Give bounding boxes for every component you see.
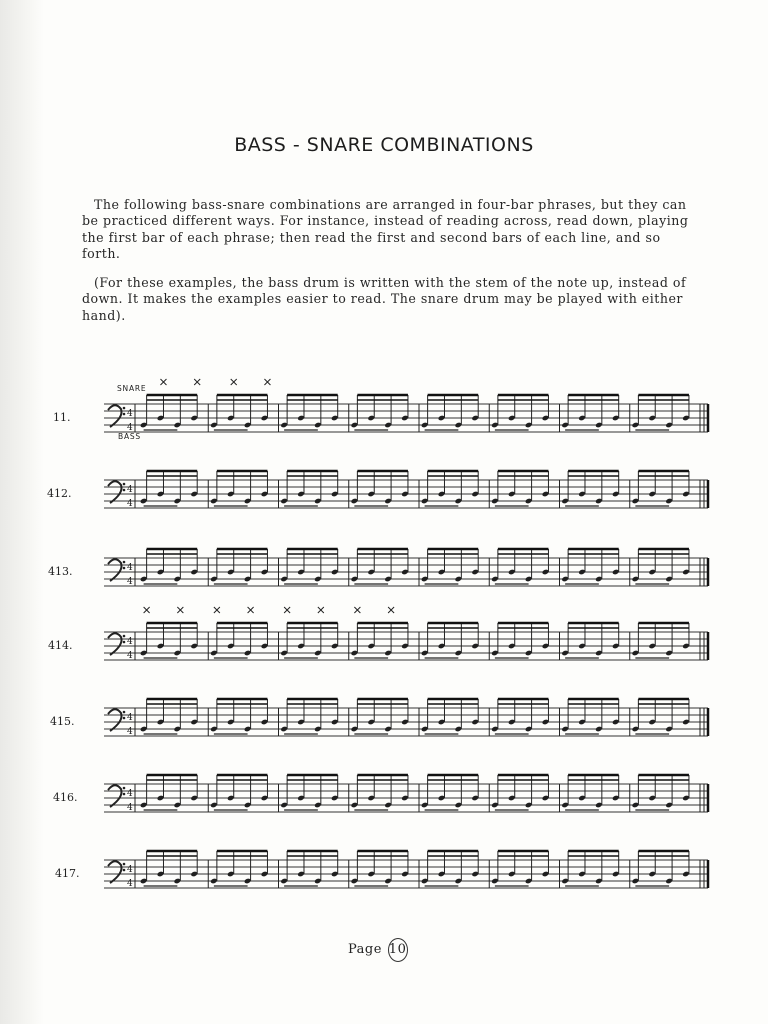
time-signature: 4 (127, 651, 133, 661)
clef-dot (123, 407, 126, 410)
bass-clef (108, 861, 122, 883)
time-signature: 4 (127, 803, 133, 813)
bass-clef (108, 405, 122, 427)
exercise-number: 417. (55, 867, 80, 880)
clef-dot (123, 711, 126, 714)
time-signature: 4 (127, 727, 133, 737)
time-signature: 4 (127, 637, 133, 647)
time-signature: 4 (127, 423, 133, 433)
bass-clef (108, 481, 122, 503)
exercise-number: 412. (47, 487, 72, 500)
time-signature: 4 (127, 879, 133, 889)
page-label: Page (348, 942, 382, 957)
bass-label: BASS (118, 432, 141, 441)
clef-dot (123, 413, 126, 416)
time-signature: 4 (127, 485, 133, 495)
clef-dot (123, 863, 126, 866)
bass-clef (108, 785, 122, 807)
exercise-number: 11. (53, 411, 71, 424)
page-title: BASS - SNARE COMBINATIONS (234, 134, 534, 156)
clef-dot (123, 717, 126, 720)
clef-dot (123, 567, 126, 570)
exercise-number: 416. (53, 791, 78, 804)
clef-dot (123, 489, 126, 492)
time-signature: 4 (127, 563, 133, 573)
clef-dot (123, 793, 126, 796)
time-signature: 4 (127, 577, 133, 587)
intro-paragraph: The following bass-snare combinations are arranged in four-bar phrases, but they can be practiced different ways. For instance, instead of reading across, read down, playing the first bar of each phrase; then read the first and second bars of each line, and so forth. (82, 197, 689, 261)
snare-label: SNARE (117, 384, 147, 393)
clef-dot (123, 641, 126, 644)
time-signature: 4 (127, 409, 133, 419)
clef-dot (123, 869, 126, 872)
clef-dot (123, 483, 126, 486)
exercise-number: 415. (50, 715, 75, 728)
clef-dot (123, 635, 126, 638)
clef-dot (123, 561, 126, 564)
bass-clef (108, 559, 122, 581)
time-signature: 4 (127, 713, 133, 723)
page-number (348, 938, 408, 962)
bass-clef (108, 633, 122, 655)
time-signature: 4 (127, 499, 133, 509)
note-paragraph: (For these examples, the bass drum is written with the stem of the note up, instead of down. It makes the examples easier to read. The snare drum may be played with either hand). (82, 275, 687, 323)
exercise-number: 413. (48, 565, 73, 578)
time-signature: 4 (127, 789, 133, 799)
exercise-number: 414. (48, 639, 73, 652)
page-number-value: 10 (388, 938, 408, 962)
clef-dot (123, 787, 126, 790)
time-signature: 4 (127, 865, 133, 875)
bass-clef (108, 709, 122, 731)
